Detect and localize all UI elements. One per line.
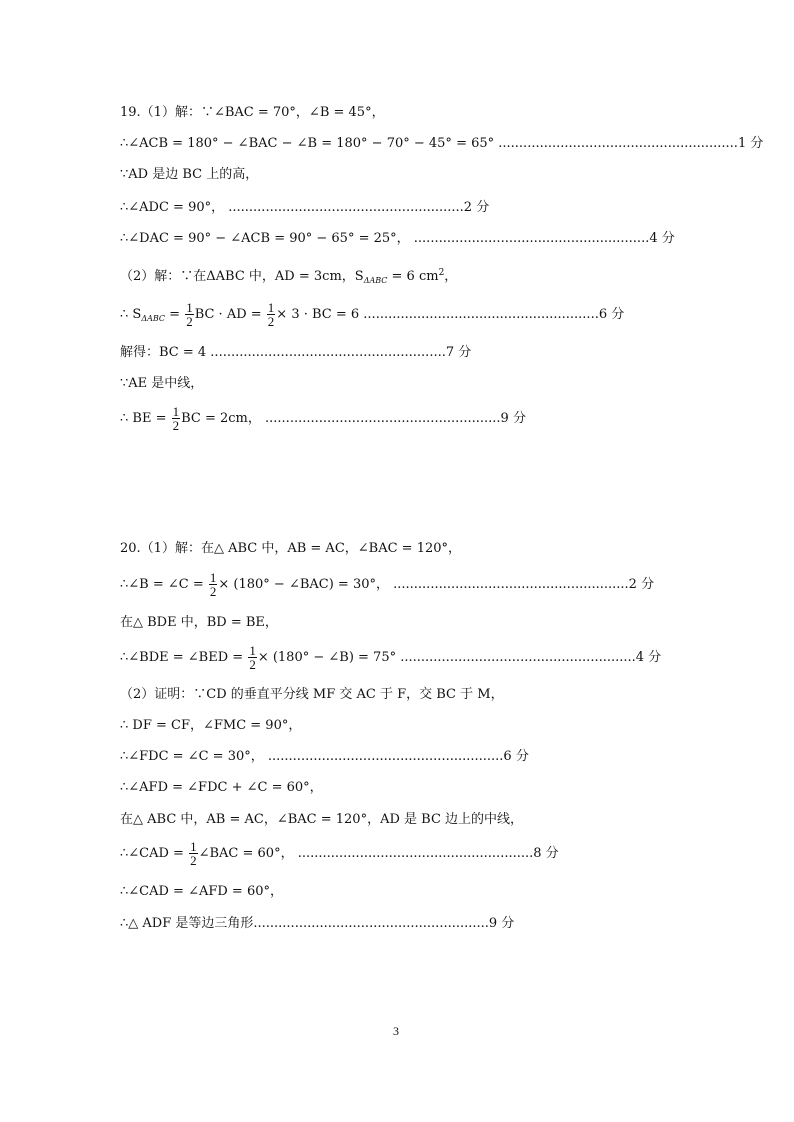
q20-line-11: ∴∠CAD = ∠AFD = 60°， <box>120 884 284 899</box>
q20-line-12: ∴△ ADF 是等边三角形.........................................................9 分 <box>120 916 515 931</box>
q20-line-2a: ∴∠B = ∠C = <box>120 577 208 592</box>
q20-line-4b: × (180° − ∠B) = 75° .........................................................4 分 <box>257 650 662 665</box>
q20-line-4 <box>120 643 661 673</box>
q20-line-6: ∴ DF = CF，∠FMC = 90°， <box>120 718 302 733</box>
q19-line-7b: = <box>165 307 185 322</box>
q19-line-6-superscript: 2 <box>438 268 445 278</box>
q19-line-8: 解得：BC = 4 .........................................................7 分 <box>120 345 472 360</box>
fraction-half: $\frac{1}{2}$ <box>249 643 256 672</box>
q19-line-6 <box>120 263 457 285</box>
q19-line-1: 19.（1）解：∵∠BAC = 70°，∠B = 45°， <box>120 105 385 120</box>
q19-line-3: ∵AD 是边 BC 上的高， <box>120 167 259 182</box>
q19-line-7c: BC · AD = <box>194 307 266 322</box>
q20-line-8: ∴∠AFD = ∠FDC + ∠C = 60°， <box>120 780 323 795</box>
q19-line-2: ∴∠ACB = 180° − ∠BAC − ∠B = 180° − 70° − 45° = 65° ..........................................................1 分 <box>120 136 764 151</box>
q19-line-7-subscript: ΔABC <box>141 314 166 323</box>
q19-line-4: ∴∠ADC = 90°， .........................................................2 分 <box>120 200 490 215</box>
q19-line-5: ∴∠DAC = 90° − ∠ACB = 90° − 65° = 25°， .........................................................4 分 <box>120 231 675 246</box>
q20-line-2b: × (180° − ∠BAC) = 30°， .........................................................2 分 <box>218 577 655 592</box>
q19-line-6b: = 6 cm <box>387 269 439 284</box>
fraction-half: $\frac{1}{2}$ <box>209 570 217 599</box>
fraction-half: $\frac{1}{2}$ <box>172 404 180 433</box>
fraction-half: $\frac{1}{2}$ <box>190 839 197 868</box>
q20-line-10 <box>120 839 559 869</box>
q19-line-6-subscript: ΔABC <box>363 276 388 285</box>
page-number: 3 <box>393 1024 399 1038</box>
q20-line-10b: ∠BAC = 60°， .........................................................8 分 <box>198 846 559 861</box>
q20-line-9: 在△ ABC 中，AB = AC，∠BAC = 120°，AD 是 BC 边上的中线， <box>120 812 524 827</box>
q20-line-10a: ∴∠CAD = <box>120 846 189 861</box>
q20-line-5: （2）证明：∵CD 的垂直平分线 MF 交 AC 于 F，交 BC 于 M， <box>120 687 504 702</box>
q20-line-2 <box>120 570 654 600</box>
fraction-half: $\frac{1}{2}$ <box>186 300 193 329</box>
fraction-half: $\frac{1}{2}$ <box>267 300 275 329</box>
q19-line-6c: ， <box>444 269 458 284</box>
q19-line-7 <box>120 300 624 330</box>
q19-line-9: ∵AE 是中线， <box>120 376 204 391</box>
q19-line-7a: ∴ S <box>120 307 142 322</box>
q20-line-1: 20.（1）解：在△ ABC 中，AB = AC，∠BAC = 120°， <box>120 541 462 556</box>
q19-line-7d: × 3 · BC = 6 .........................................................6 分 <box>276 307 625 322</box>
q19-line-10a: ∴ BE = <box>120 411 171 426</box>
q20-line-3: 在△ BDE 中，BD = BE， <box>120 615 278 630</box>
q20-line-7: ∴∠FDC = ∠C = 30°， .........................................................6 分 <box>120 749 529 764</box>
q19-line-10 <box>120 404 526 434</box>
q19-line-10b: BC = 2cm， .........................................................9 分 <box>181 411 526 426</box>
q19-line-6a: （2）解：∵在ΔABC 中，AD = 3cm，S <box>120 269 364 284</box>
q20-line-4a: ∴∠BDE = ∠BED = <box>120 650 248 665</box>
